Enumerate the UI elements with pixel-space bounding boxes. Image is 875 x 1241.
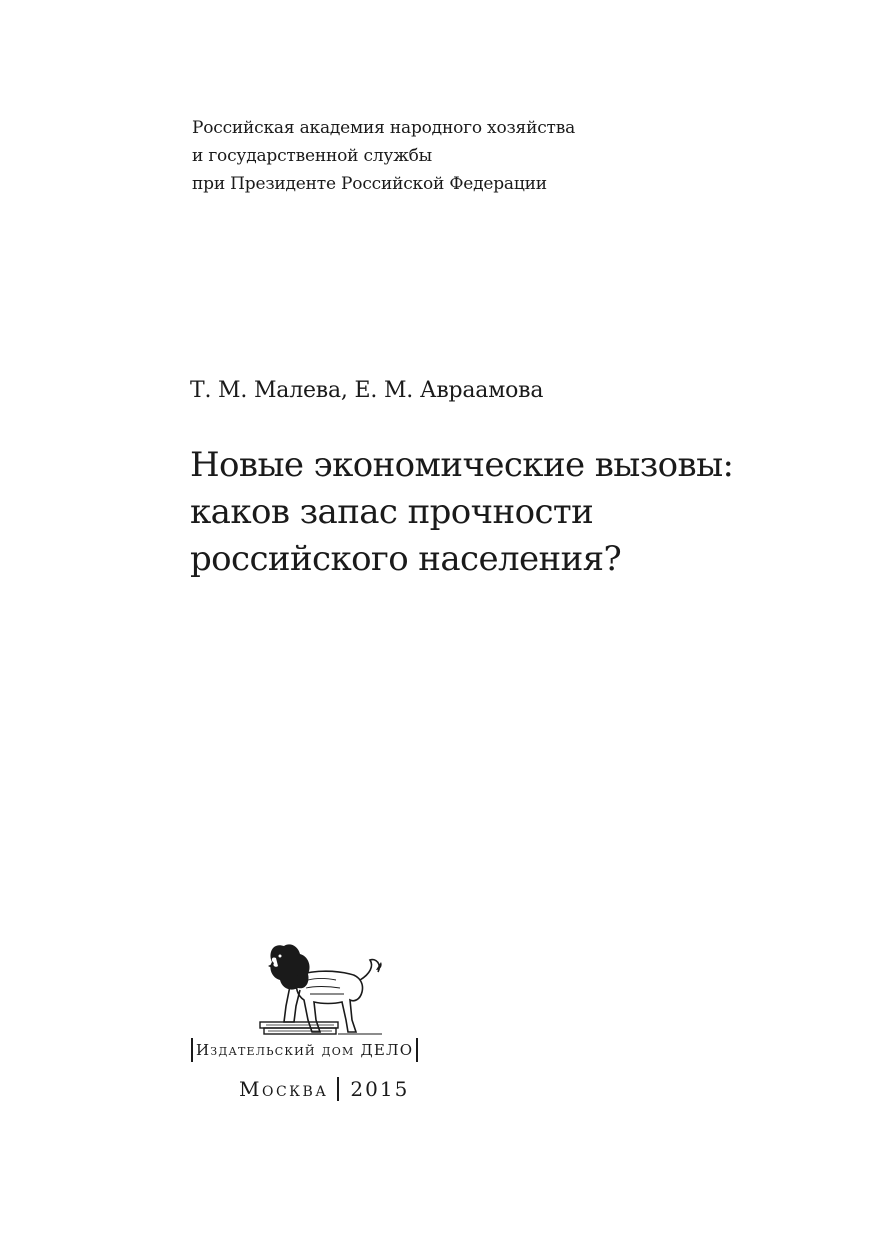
institution-line: при Президенте Российской Федерации bbox=[192, 174, 547, 194]
authors: Т. М. Малева, Е. М. Авраамова bbox=[190, 378, 544, 403]
imprint-year: 2015 bbox=[350, 1077, 410, 1101]
lion-on-books-icon bbox=[250, 936, 390, 1038]
institution-line: Российская академия народного хозяйства bbox=[192, 118, 576, 138]
publisher-name: Издательский дом ДЕЛО bbox=[196, 1041, 414, 1059]
imprint bbox=[239, 1075, 409, 1103]
book-title bbox=[190, 442, 830, 583]
title-line: каков запас прочности bbox=[190, 492, 594, 532]
imprint-separator bbox=[337, 1077, 339, 1101]
imprint-city: Москва bbox=[239, 1077, 329, 1101]
title-line: российского населения? bbox=[190, 539, 622, 579]
publisher-mark bbox=[191, 1038, 418, 1062]
institution-block bbox=[192, 114, 712, 198]
institution-line: и государственной службы bbox=[192, 146, 432, 166]
title-line: Новые экономические вызовы: bbox=[190, 445, 734, 485]
publisher-right-bar bbox=[416, 1038, 418, 1062]
